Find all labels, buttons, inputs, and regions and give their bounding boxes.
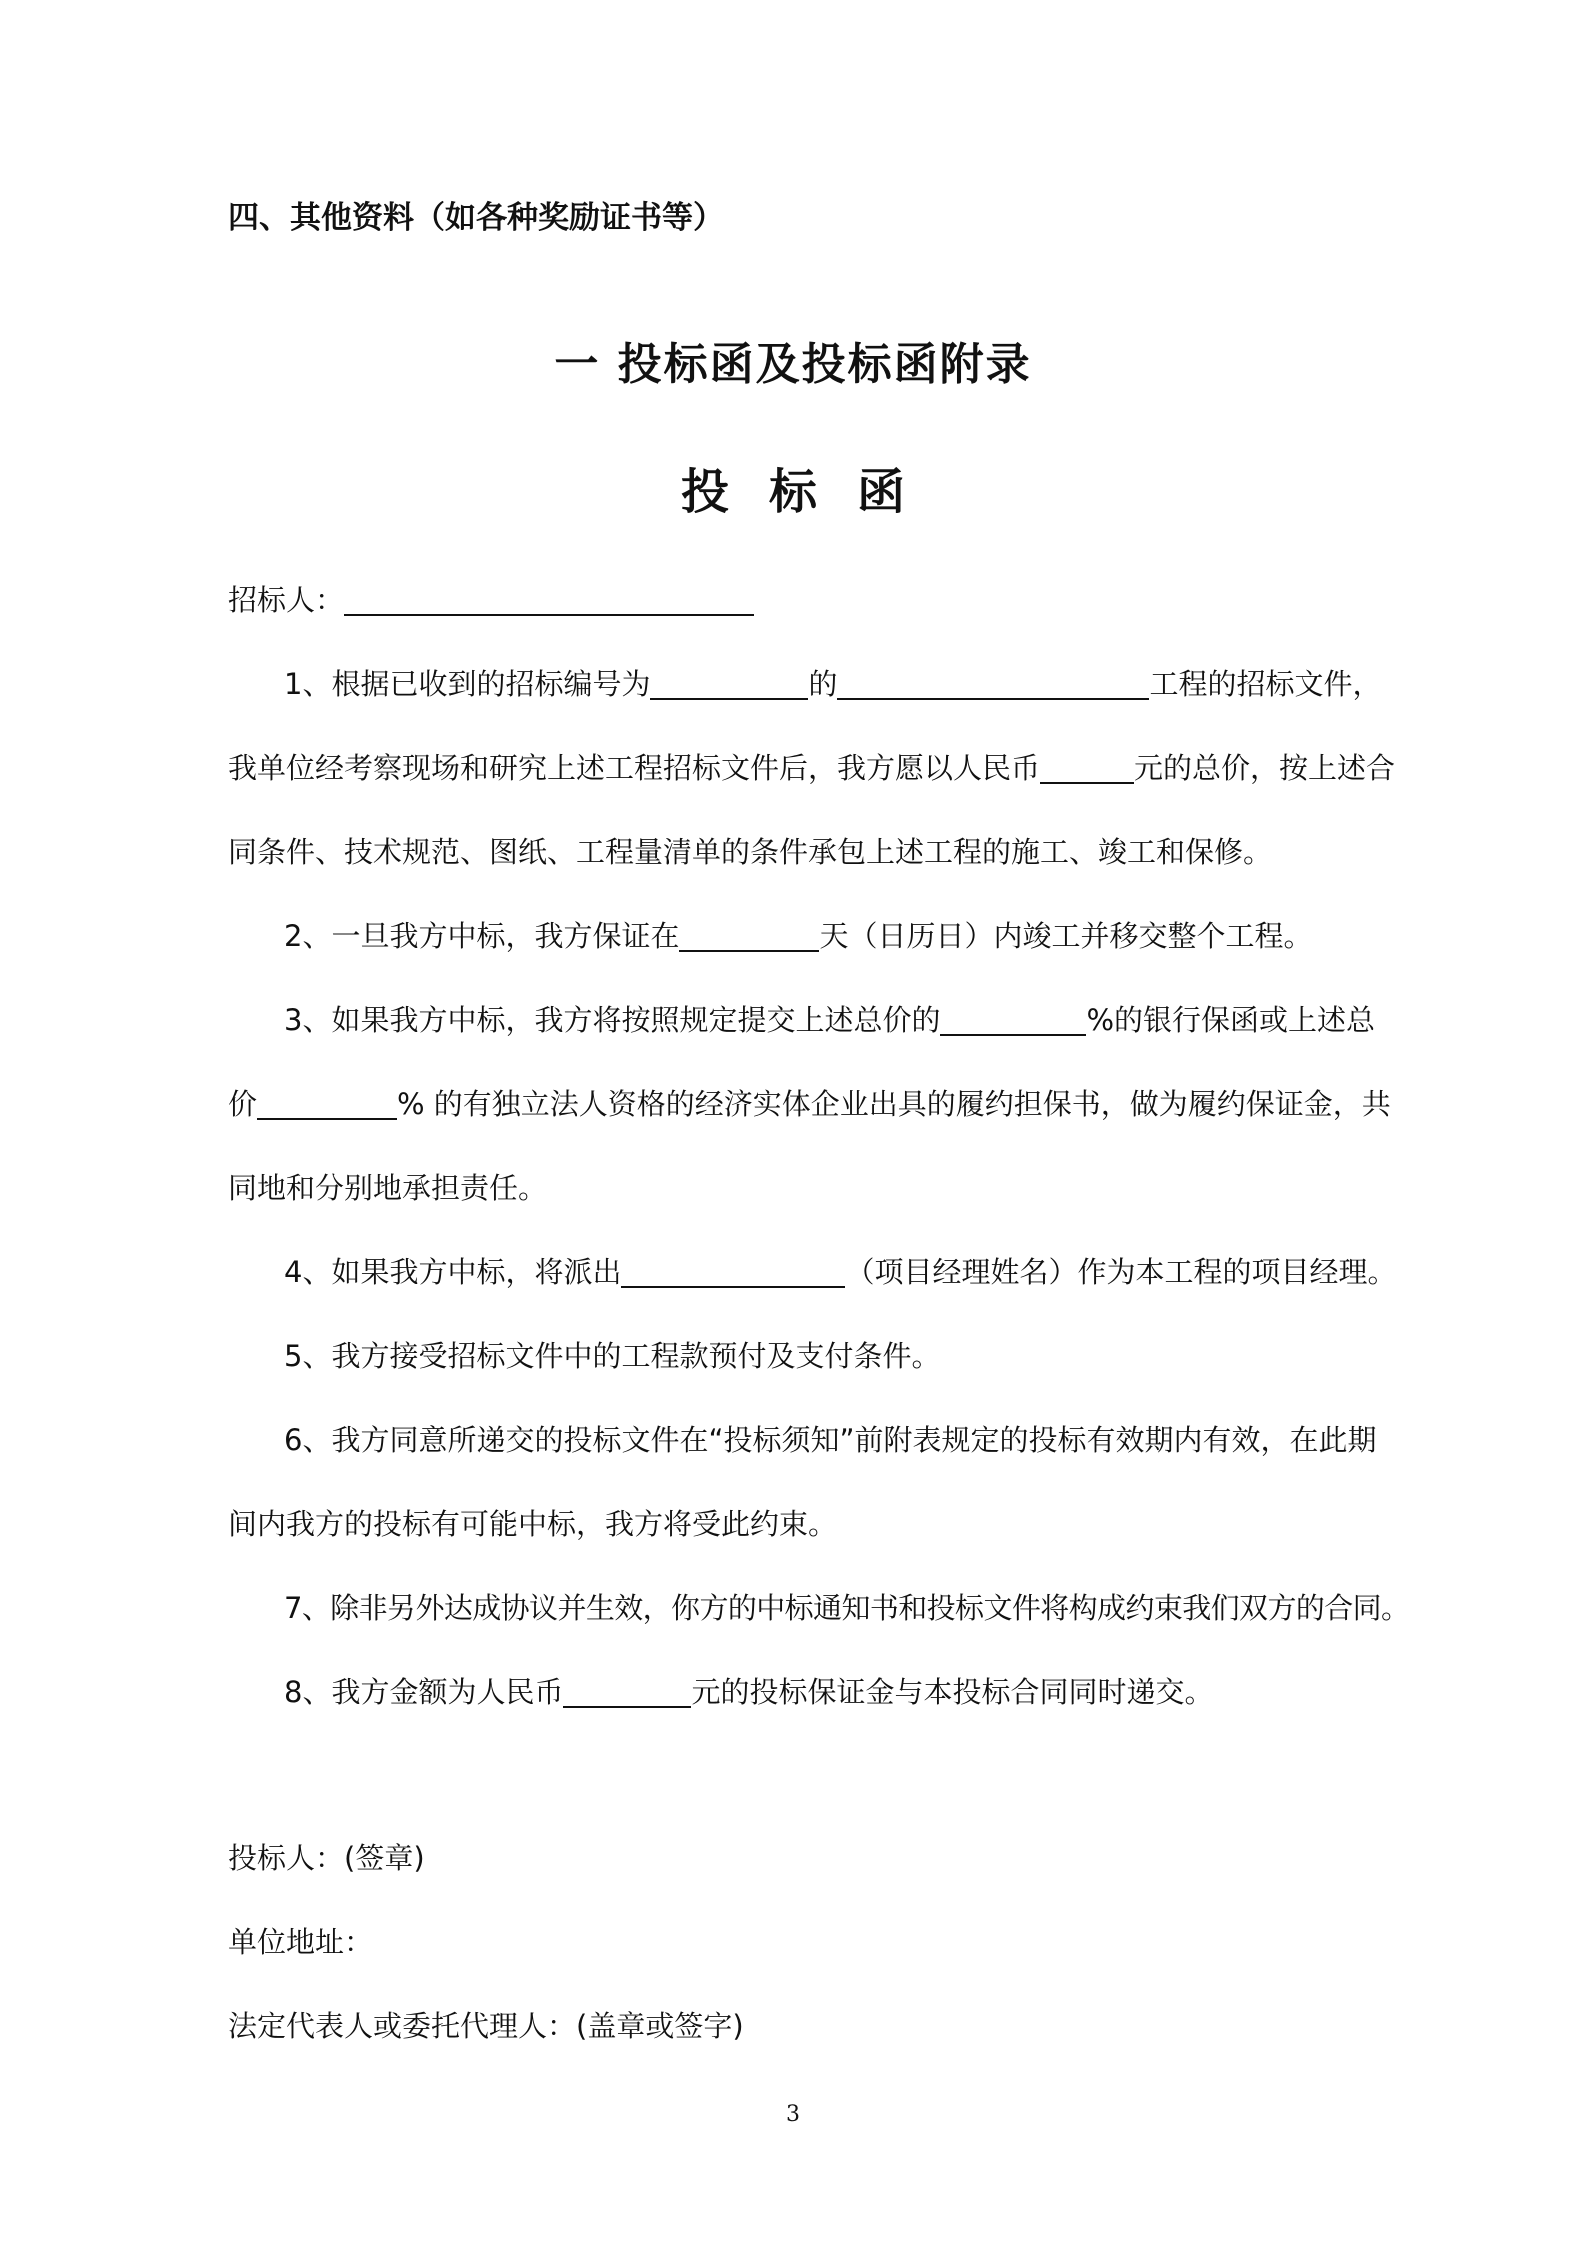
p1-text-b: 的 (808, 667, 838, 701)
p3-text-d: % 的有独立法人资格的经济实体企业出具的履约担保书，做为履约保证金，共 (397, 1087, 1391, 1121)
paragraph-6-line-2: 间内我方的投标有可能中标，我方将受此约束。 (228, 1507, 838, 1541)
p4-text-a: 4、如果我方中标，将派出 (284, 1255, 622, 1289)
paragraph-7: 7、除非另外达成协议并生效，你方的中标通知书和投标文件将构成约束我们双方的合同。 (284, 1591, 1410, 1625)
paragraph-5: 5、我方接受招标文件中的工程款预付及支付条件。 (284, 1339, 941, 1373)
paragraph-1-line-3: 同条件、技术规范、图纸、工程量清单的条件承包上述工程的施工、竣工和保修。 (228, 835, 1273, 869)
bid-bond-amount-blank[interactable] (563, 1676, 691, 1708)
paragraph-8 (284, 1672, 1424, 1712)
project-name-blank[interactable] (837, 668, 1149, 700)
p2-text-a: 2、一旦我方中标，我方保证在 (284, 919, 680, 953)
bid-number-blank[interactable] (650, 668, 808, 700)
paragraph-6-line-1: 6、我方同意所递交的投标文件在“投标须知”前附表规定的投标有效期内有效，在此期 (284, 1423, 1377, 1457)
paragraph-4 (284, 1252, 1424, 1292)
p2-text-b: 天（日历日）内竣工并移交整个工程。 (819, 919, 1313, 953)
p3-text-b: %的银行保函或上述总 (1086, 1003, 1376, 1037)
project-manager-blank[interactable] (621, 1256, 845, 1288)
p8-text-b: 元的投标保证金与本投标合同同时递交。 (691, 1675, 1214, 1709)
performance-bond-percent-blank[interactable] (257, 1088, 397, 1120)
p1-text-c: 工程的招标文件， (1149, 667, 1382, 701)
paragraph-2 (284, 916, 1424, 956)
recipient-line (228, 580, 1368, 620)
p1-text-a: 1、根据已收到的招标编号为 (284, 667, 651, 701)
p8-text-a: 8、我方金额为人民币 (284, 1675, 564, 1709)
legal-representative: 法定代表人或委托代理人：(盖章或签字) (228, 2009, 744, 2043)
paragraph-3-line-1 (284, 1000, 1424, 1040)
company-address: 单位地址： (228, 1925, 374, 1959)
p1-text-e: 元的总价，按上述合 (1134, 751, 1396, 785)
days-blank[interactable] (679, 920, 819, 952)
main-title: 一 投标函及投标函附录 (554, 339, 1032, 390)
p3-text-c: 价 (228, 1087, 258, 1121)
paragraph-1-line-2 (228, 748, 1396, 788)
bank-guarantee-percent-blank[interactable] (940, 1004, 1086, 1036)
paragraph-3-line-3: 同地和分别地承担责任。 (228, 1171, 548, 1205)
bidder-signature: 投标人：(签章) (228, 1841, 425, 1875)
section-heading: 四、其他资料（如各种奖励证书等） (228, 200, 724, 236)
paragraph-3-line-2 (228, 1084, 1391, 1124)
paragraph-1-line-1 (284, 664, 1424, 704)
total-price-blank[interactable] (1040, 752, 1134, 784)
page-number: 3 (786, 2102, 800, 2127)
p1-text-d: 我单位经考察现场和研究上述工程招标文件后，我方愿以人民币 (228, 751, 1041, 785)
sub-title: 投标函 (680, 464, 945, 520)
recipient-blank[interactable] (344, 584, 754, 616)
p4-text-b: （项目经理姓名）作为本工程的项目经理。 (845, 1255, 1397, 1289)
p3-text-a: 3、如果我方中标，我方将按照规定提交上述总价的 (284, 1003, 941, 1037)
recipient-label: 招标人： (228, 583, 345, 617)
